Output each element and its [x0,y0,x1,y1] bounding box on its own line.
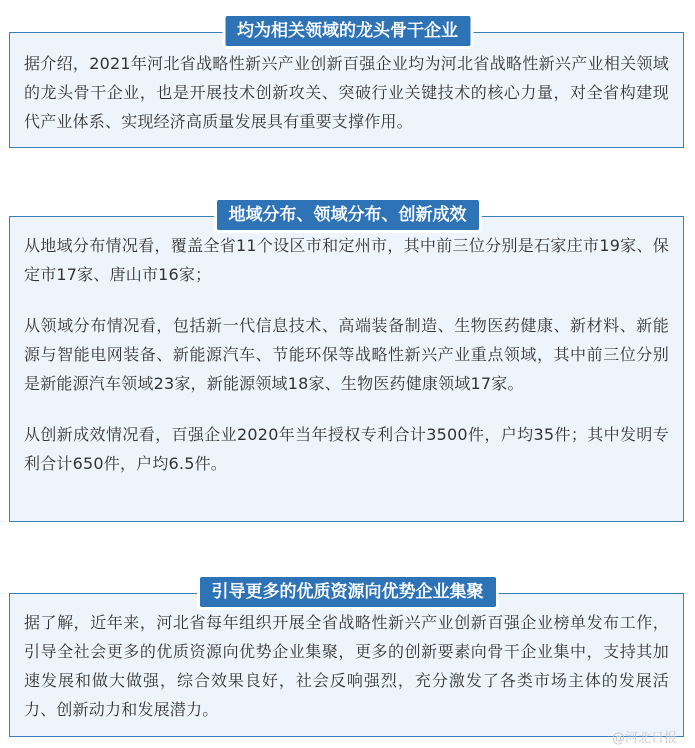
section-1-title: 均为相关领域的龙头骨干企业 [225,16,470,46]
section-2-box [9,216,684,522]
section-2-title: 地域分布、领域分布、创新成效 [217,200,479,230]
section-1-box [9,32,684,148]
section-1-paragraph: 据介绍，2021年河北省战略性新兴产业创新百强企业均为河北省战略性新兴产业相关领域的龙头骨干企业，也是开展技术创新攻关、突破行业关键技术的核心力量，对全省构建现代产业体系、实现经济高质量发展具有重要支撑作用。 [24,54,669,131]
section-2-paragraph-innovation: 从创新成效情况看，百强企业2020年当年授权专利合计3500件，户均35件；其中发明专利合计650件，户均6.5件。 [24,425,669,473]
section-2-paragraph-field: 从领域分布情况看，包括新一代信息技术、高端装备制造、生物医药健康、新材料、新能源与智能电网装备、新能源汽车、节能环保等战略性新兴产业重点领域，其中前三位分别是新能源汽车领域23家，新能源领域18家、生物医药健康领域17家。 [24,316,669,393]
section-3-title: 引导更多的优质资源向优势企业集聚 [200,577,496,607]
watermark: @河北日报 [611,731,677,746]
section-2-paragraph-region: 从地域分布情况看，覆盖全省11个设区市和定州市，其中前三位分别是石家庄市19家、保定市17家、唐山市16家； [24,236,669,284]
section-3-box [9,593,684,737]
section-3-paragraph: 据了解，近年来，河北省每年组织开展全省战略性新兴产业创新百强企业榜单发布工作，引导全社会更多的优质资源向优势企业集聚，更多的创新要素向骨干企业集中，支持其加速发展和做大做强，综合效果良好，社会反响强烈，充分激发了各类市场主体的发展活力、创新动力和发展潜力。 [24,613,669,719]
